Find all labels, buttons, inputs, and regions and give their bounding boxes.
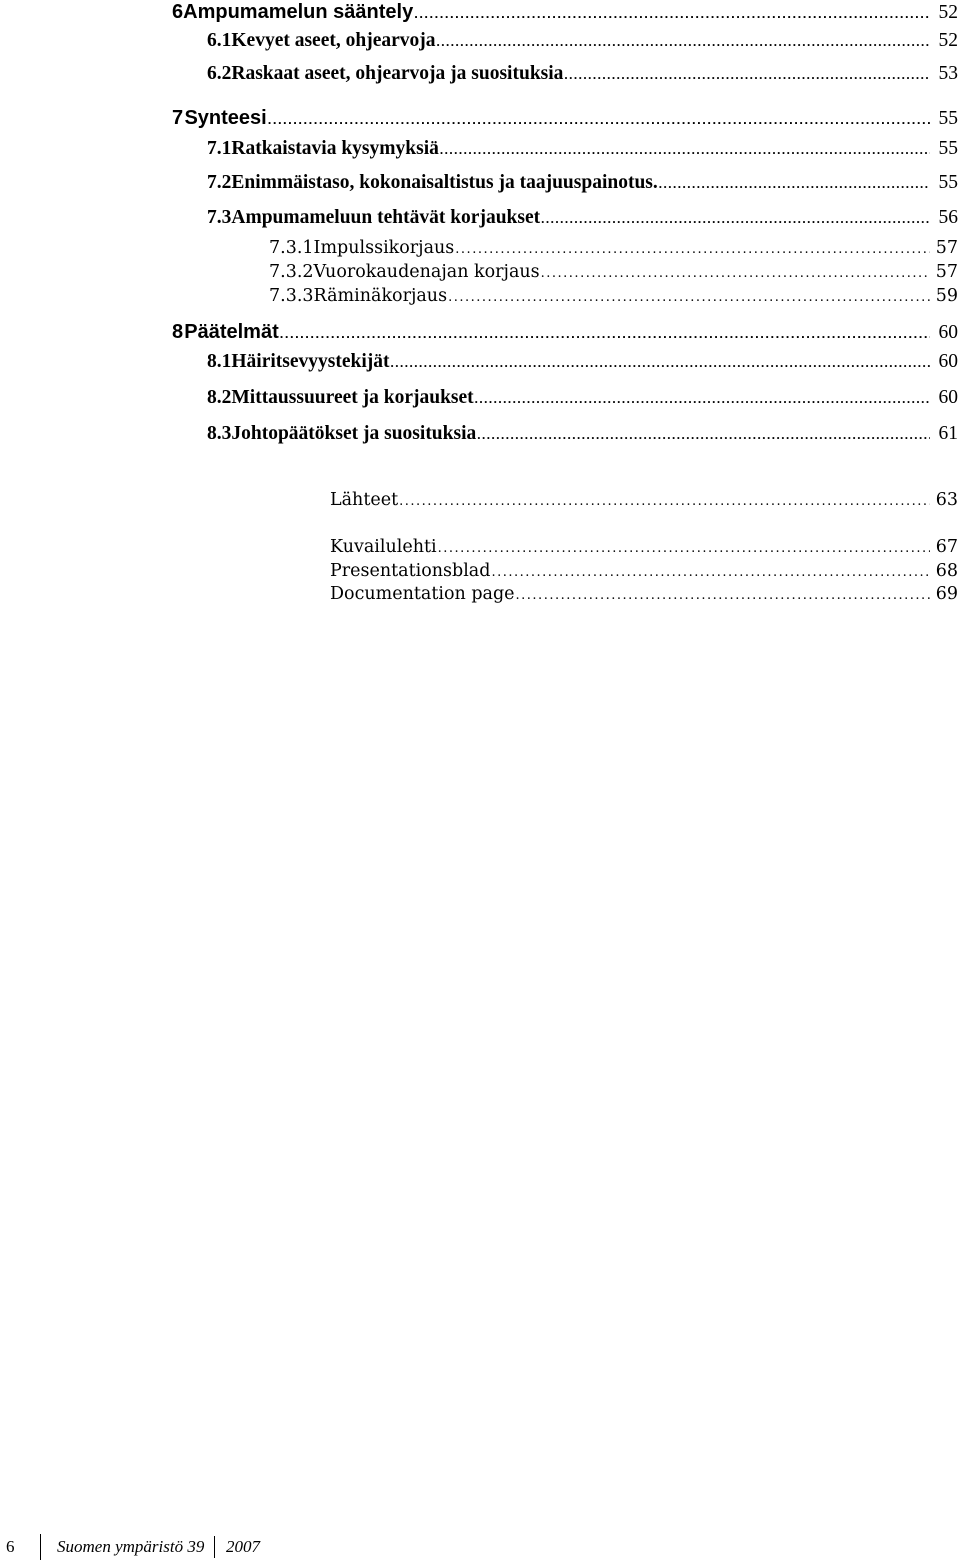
dot-leader [659,172,930,196]
toc-entry-number: 7.3.3 [269,286,314,306]
toc-entry-number: 8 [172,321,184,343]
toc-entry-title: Vuorokaudenajan korjaus [313,262,540,282]
toc-entry-number: 7.3 [207,207,232,228]
toc-entry-page: 53 [938,63,958,84]
toc-entry-backmatter [0,559,960,583]
toc-entry-title: Ampumamelun sääntely [183,1,414,23]
toc-entry-page: 55 [938,138,958,159]
toc-entry-title: Häiritsevyystekijät [231,351,390,372]
dot-leader [391,351,930,375]
toc-entry-subsection [0,236,960,260]
toc-entry-section [0,29,960,53]
toc-entry-title: Räminäkorjaus [313,286,448,306]
toc-entry-page: 67 [935,537,958,557]
toc-entry-backmatter [0,535,960,559]
dot-leader [268,108,930,132]
toc-entry-section [0,62,960,86]
toc-entry-section [0,350,960,374]
toc-entry-page: 69 [935,584,958,604]
dot-leader [440,138,930,162]
toc-entry-number: 7 [172,107,184,129]
toc-entry-section [0,386,960,410]
toc-entry-title: Ratkaistavia kysymyksiä [231,138,439,159]
toc-entry-subsection [0,260,960,284]
toc-entry-page: 55 [938,108,958,129]
toc-entry-title: Kuvailulehti [330,537,437,557]
toc-entry-title: Documentation page [330,584,515,604]
footer-divider [214,1536,215,1558]
toc-entry-section [0,171,960,195]
page-footer [0,1534,400,1560]
toc-entry-subsection [0,284,960,308]
footer-divider [40,1534,41,1560]
toc-entry-number: 8.2 [207,387,232,408]
footer-series-title: Suomen ympäristö 39 [57,1537,205,1556]
toc-entry-title: Presentationsblad [330,561,491,581]
toc-entry-page: 60 [938,322,958,343]
dot-leader [564,63,930,87]
toc-entry-title: Mittaussuureet ja korjaukset [231,387,474,408]
toc-entry-backmatter [0,582,960,606]
toc-entry-title: Johtopäätökset ja suosituksia [231,423,477,444]
toc-entry-chapter [0,106,960,130]
toc-entry-section [0,206,960,230]
dot-leader [399,490,930,514]
toc-entry-number: 8.3 [207,423,232,444]
toc-entry-title: Ampumameluun tehtävät korjaukset [231,207,541,228]
dot-leader [477,423,930,447]
dot-leader [455,238,930,262]
dot-leader [414,2,930,26]
toc-entry-page: 63 [935,490,958,510]
dot-leader [448,286,930,310]
toc-entry-page: 52 [938,2,958,23]
toc-entry-section [0,422,960,446]
dot-leader [541,207,930,231]
dot-leader [475,387,930,411]
toc-entry-title: Impulssikorjaus [313,238,455,258]
footer-year: 2007 [226,1537,260,1556]
toc-entry-number: 6.2 [207,63,232,84]
toc-entry-page: 68 [935,561,958,581]
toc-entry-chapter [0,0,960,24]
toc-entry-title: Enimmäistaso, kokonaisaltistus ja taajuuspainotus. [231,172,658,193]
toc-entry-page: 60 [938,387,958,408]
toc-entry-number: 7.3.1 [269,238,314,258]
toc-entry-number: 8.1 [207,351,232,372]
toc-entry-number: 6.1 [207,30,232,51]
toc-entry-number: 7.1 [207,138,232,159]
toc-entry-number: 7.3.2 [269,262,314,282]
toc-entry-number: 6 [172,1,184,23]
toc-entry-page: 61 [938,423,958,444]
toc-entry-title: Lähteet [330,490,399,510]
dot-leader [541,262,930,286]
toc-entry-page: 56 [938,207,958,228]
footer-page-number: 6 [6,1537,15,1556]
toc-entry-title: Raskaat aseet, ohjearvoja ja suosituksia [231,63,564,84]
toc-entry-page: 57 [935,262,958,282]
toc-entry-title: Synteesi [184,107,267,129]
toc-entry-page: 57 [935,238,958,258]
toc-entry-title: Päätelmät [184,321,279,343]
toc-entry-page: 60 [938,351,958,372]
toc-entry-page: 52 [938,30,958,51]
toc-entry-page: 55 [938,172,958,193]
toc-entry-page: 59 [935,286,958,306]
toc-entry-title: Kevyet aseet, ohjearvoja [231,30,436,51]
dot-leader [516,584,930,608]
dot-leader [280,322,930,346]
toc-entry-chapter [0,320,960,344]
dot-leader [438,537,930,561]
dot-leader [437,30,930,54]
toc-entry-backmatter [0,488,960,512]
toc-entry-number: 7.2 [207,172,232,193]
toc-entry-section [0,137,960,161]
